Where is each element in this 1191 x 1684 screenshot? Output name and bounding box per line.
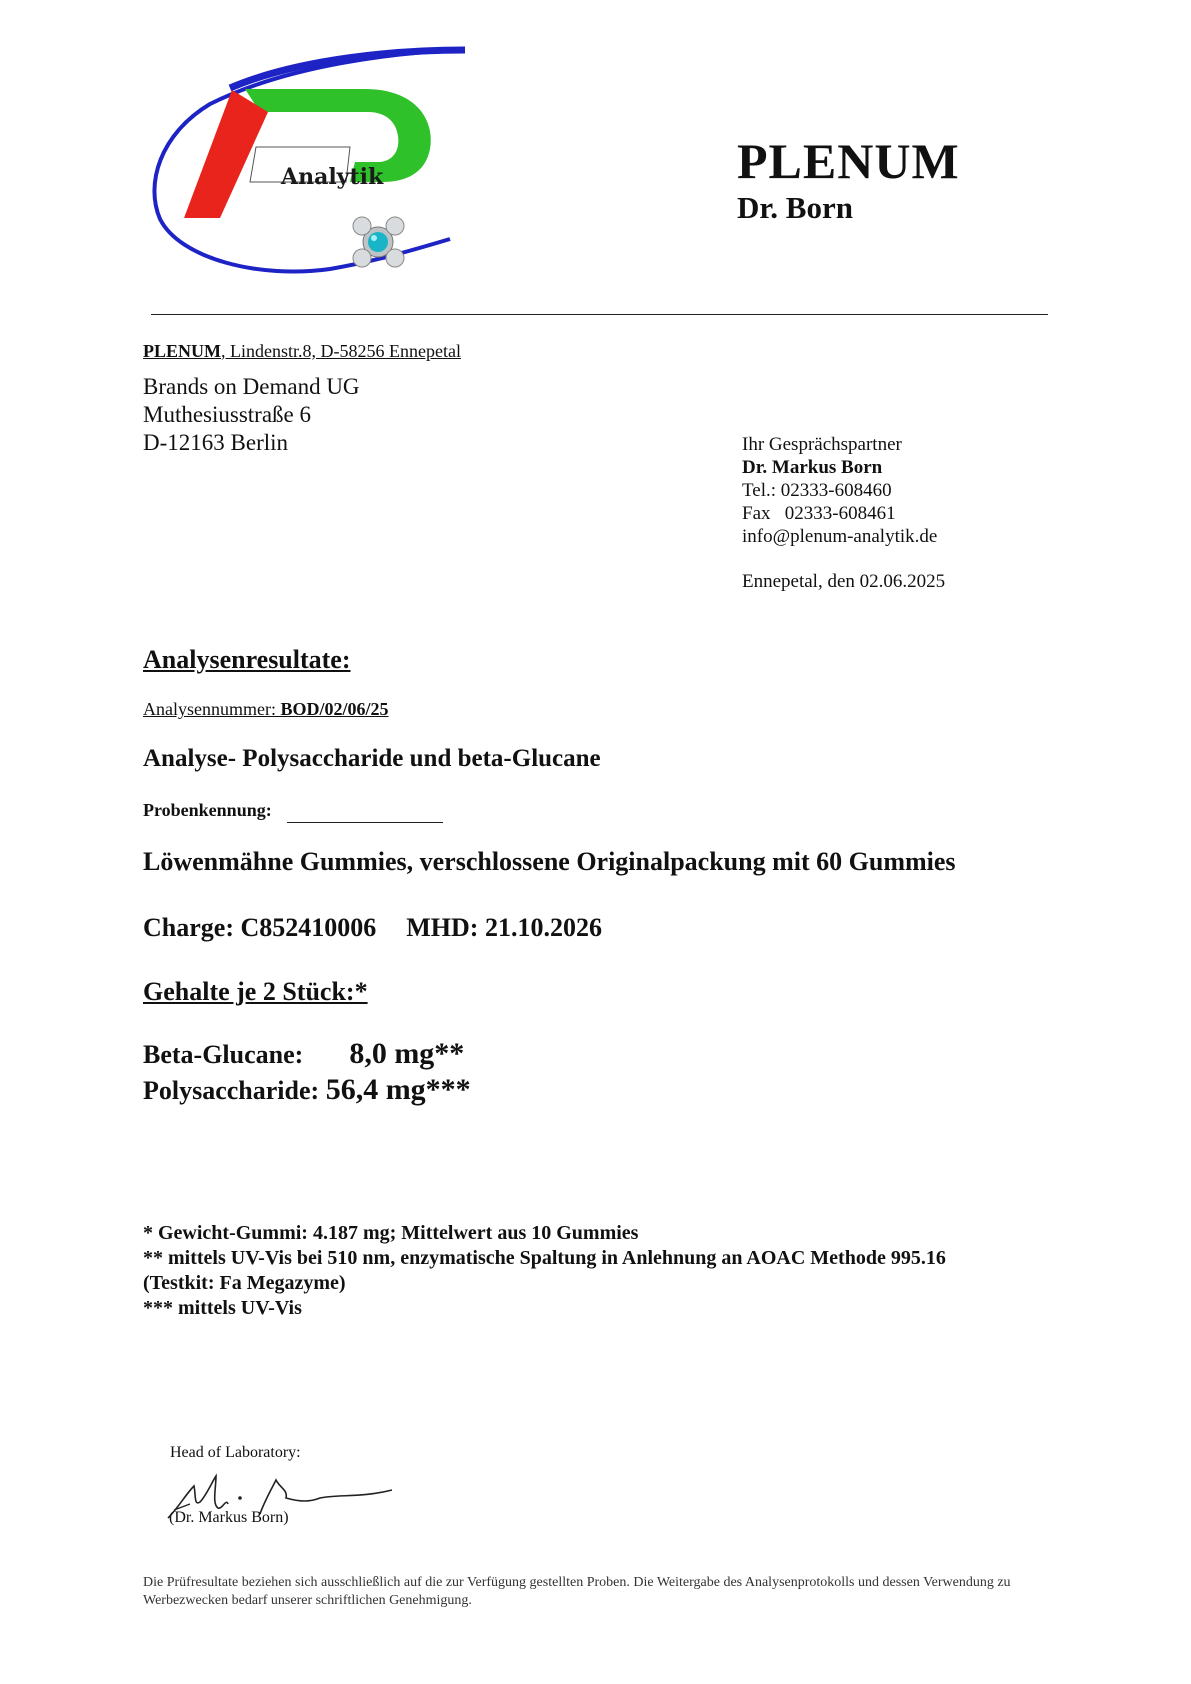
signature-title: Head of Laboratory: <box>170 1444 301 1461</box>
letter-date: Ennepetal, den 02.06.2025 <box>742 571 946 592</box>
result-label: Polysaccharide: <box>143 1076 320 1105</box>
signature-name: (Dr. Markus Born) <box>169 1509 289 1526</box>
logo-label: Analytik <box>281 164 384 190</box>
contact-email[interactable]: info@plenum-analytik.de <box>742 526 938 547</box>
company-name: PLENUM <box>737 133 960 189</box>
contents-heading: Gehalte je 2 Stück:* <box>143 977 368 1006</box>
charge-number: Charge: C852410006 <box>143 913 377 942</box>
result-row <box>143 1073 471 1107</box>
contact-tel: Tel.: 02333-608460 <box>742 480 892 501</box>
contact-person: Dr. Markus Born <box>742 457 883 478</box>
recipient-line: Brands on Demand UG <box>143 374 360 399</box>
footnote: *** mittels UV-Vis <box>143 1297 302 1319</box>
sender-address: , Lindenstr.8, D-58256 Ennepetal <box>221 341 461 361</box>
disclaimer: Die Prüfresultate beziehen sich ausschließlich auf die zur Verfügung gestellten Proben. Die Weitergabe des Analysenprotokolls und dessen Verwendung zu Werbezwecken bedarf unserer schriftlichen Genehmigung. <box>143 1575 1011 1608</box>
best-before-date: MHD: 21.10.2026 <box>406 913 602 942</box>
sample-id-label: Probenkennung: <box>143 800 272 820</box>
analysis-number-label: Analysennummer: <box>143 699 281 719</box>
result-row <box>143 1037 464 1071</box>
analysis-number <box>143 699 389 720</box>
footnote: (Testkit: Fa Megazyme) <box>143 1272 346 1294</box>
analysis-number-value: BOD/02/06/25 <box>280 699 389 719</box>
recipient-line: D-12163 Berlin <box>143 430 289 455</box>
results-heading: Analysenresultate: <box>143 645 351 674</box>
contact-fax: Fax 02333-608461 <box>742 503 896 524</box>
product-name: Löwenmähne Gummies, verschlossene Originalpackung mit 60 Gummies <box>143 847 956 876</box>
analysis-title: Analyse- Polysaccharide und beta-Glucane <box>143 745 601 772</box>
header-divider <box>151 314 1048 315</box>
sender-address-line <box>143 341 461 362</box>
recipient-line: Muthesiusstraße 6 <box>143 402 312 427</box>
contact-title: Ihr Gesprächspartner <box>742 434 902 455</box>
charge-line <box>143 913 602 943</box>
result-label: Beta-Glucane: <box>143 1040 304 1069</box>
result-value: 8,0 mg** <box>349 1037 465 1070</box>
company-subtitle: Dr. Born <box>737 190 853 225</box>
sender-name: PLENUM <box>143 341 221 361</box>
footnote: ** mittels UV-Vis bei 510 nm, enzymatische Spaltung in Anlehnung an AOAC Methode 995.16 <box>143 1247 946 1269</box>
result-value: 56,4 mg*** <box>325 1073 471 1106</box>
sample-id-underline <box>287 822 443 823</box>
footnote: * Gewicht-Gummi: 4.187 mg; Mittelwert aus 10 Gummies <box>143 1222 639 1244</box>
